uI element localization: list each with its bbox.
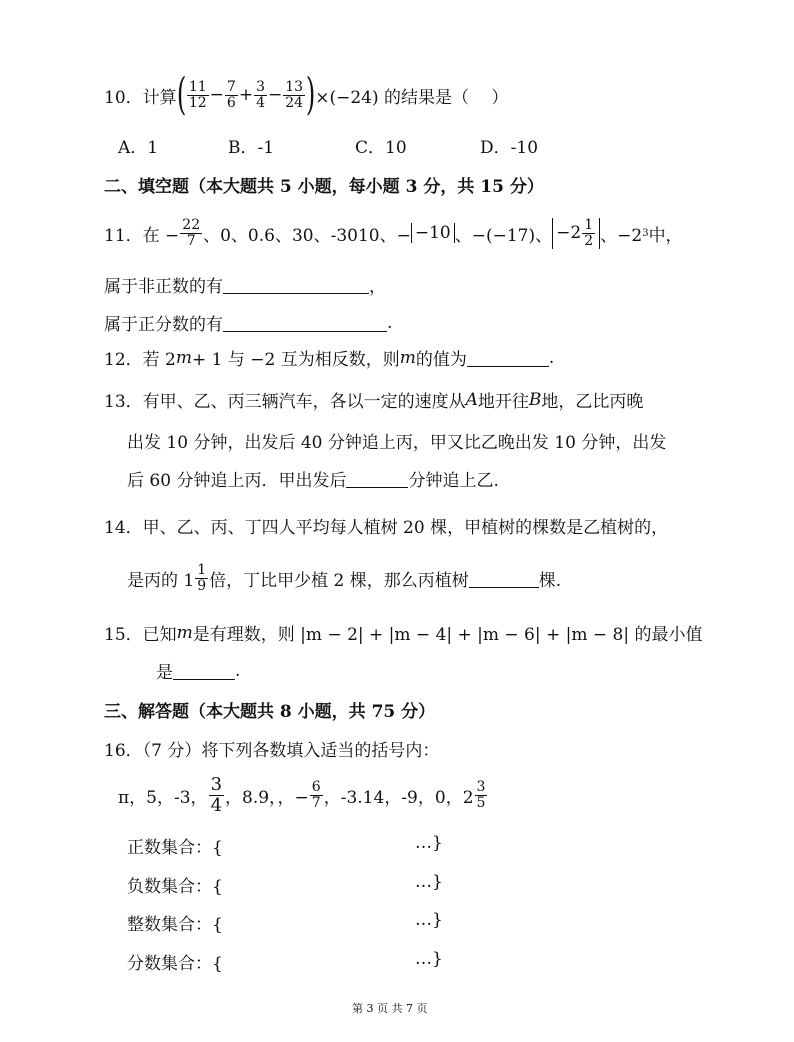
q11-positive-fraction-label: 属于正分数的有 bbox=[104, 315, 223, 335]
set-positive-end: …} bbox=[415, 833, 443, 853]
fraction: $\frac{1}{9}$ bbox=[197, 561, 207, 594]
set-negative-label: 负数集合：{ bbox=[127, 877, 223, 897]
q11-end: 中， bbox=[648, 225, 683, 246]
set-positive-label: 正数集合：{ bbox=[127, 838, 223, 858]
q10-tail: ×(−24) 的结果是（ ） bbox=[315, 87, 509, 108]
left-paren: ( bbox=[176, 69, 186, 120]
fraction: $\frac{7}{6}$ bbox=[226, 78, 236, 111]
set-fraction-label: 分数集合：{ bbox=[127, 954, 223, 974]
q10-option-c: C．10 bbox=[355, 138, 407, 158]
q13-text: 后 60 分钟追上丙．甲出发后 bbox=[127, 471, 347, 491]
q12-text: 12．若 2 bbox=[104, 350, 176, 370]
fraction: $\frac{11}{12}$ bbox=[188, 78, 207, 111]
q15-text: 15．已知 bbox=[104, 625, 177, 645]
number-list: π，5，-3， bbox=[118, 787, 208, 808]
var-m: m bbox=[399, 347, 416, 368]
question-12 bbox=[104, 345, 554, 370]
q11-nonpositive-label: 属于非正数的有 bbox=[104, 277, 223, 297]
fraction: $\frac{22}{7}$ bbox=[182, 216, 201, 249]
question-15-line-2 bbox=[156, 658, 240, 683]
q13-text: 13．有甲、乙、丙三辆汽车，各以一定的速度从 bbox=[104, 392, 466, 412]
question-14-line-2 bbox=[127, 556, 561, 600]
q10-option-d: D．-10 bbox=[480, 138, 539, 158]
q10-option-a: A．1 bbox=[118, 138, 159, 158]
operator: − bbox=[209, 85, 224, 105]
q13-text: 分钟追上乙. bbox=[408, 471, 499, 491]
q13-text: 地开往 bbox=[477, 392, 529, 412]
q12-text: 的值为 bbox=[415, 350, 467, 370]
q11-list: 、0、0.6、30、-3010、− bbox=[203, 225, 411, 246]
number-list: ，-3.14，-9，0，2 bbox=[323, 787, 474, 808]
q11-nonpositive bbox=[104, 272, 386, 297]
question-13-line-2: 出发 10 分钟，出发后 40 分钟追上丙，甲又比乙晚出发 10 分钟，出发 bbox=[127, 433, 667, 453]
answer-blank[interactable] bbox=[467, 348, 549, 367]
q14-text: 是丙的 1 bbox=[127, 570, 195, 591]
question-16-title: 16．（7 分）将下列各数填入适当的括号内： bbox=[104, 741, 440, 761]
fraction: $\frac{3}{4}$ bbox=[256, 78, 265, 111]
q12-text: + 1 与 −2 互为相反数，则 bbox=[191, 350, 400, 370]
set-integer-label: 整数集合：{ bbox=[127, 915, 223, 935]
q11-list-2: 、−(−17)、 bbox=[454, 225, 553, 246]
q13-text: 地，乙比丙晚 bbox=[541, 392, 644, 412]
q15-text: 是有理数，则 |m − 2| + |m − 4| + |m − 6| + |m − 8| 的最小值 bbox=[192, 625, 703, 645]
punct: . bbox=[235, 660, 241, 681]
set-negative-end: …} bbox=[415, 872, 443, 892]
var-m: m bbox=[176, 622, 193, 643]
q10-lead: 10．计算 bbox=[104, 87, 177, 108]
answer-blank[interactable] bbox=[469, 569, 539, 588]
page-footer: 第 3 页 共 7 页 bbox=[352, 1002, 428, 1015]
absolute-value-mixed: −2 $\frac{1}{2}$ bbox=[552, 218, 600, 249]
set-integer-end: …} bbox=[415, 910, 443, 930]
right-paren: ) bbox=[305, 69, 316, 120]
question-10 bbox=[104, 70, 508, 120]
number-list: ，8.9，，− bbox=[225, 787, 309, 808]
answer-blank[interactable] bbox=[346, 469, 408, 488]
punct: . bbox=[548, 347, 555, 368]
answer-blank[interactable] bbox=[223, 275, 369, 294]
fraction: $\frac{13}{24}$ bbox=[285, 78, 304, 111]
question-15-line-1 bbox=[104, 620, 703, 645]
var-m: m bbox=[175, 347, 192, 368]
fraction: $\frac{3}{4}$ bbox=[210, 773, 223, 816]
q10-option-b: B．-1 bbox=[228, 138, 275, 158]
punct: ， bbox=[369, 277, 386, 297]
absolute-value: −10 bbox=[411, 223, 455, 243]
section-3-heading: 三、解答题（本大题共 8 小题，共 75 分） bbox=[104, 702, 436, 722]
place-a: A bbox=[465, 389, 478, 410]
q14-text: 倍，丁比甲少植 2 棵，那么丙植树 bbox=[209, 570, 469, 591]
punct: . bbox=[387, 312, 393, 333]
operator: + bbox=[238, 85, 254, 105]
q15-text: 是 bbox=[156, 663, 173, 683]
q11-list-3: 、−2 bbox=[600, 225, 643, 246]
answer-blank[interactable] bbox=[223, 313, 387, 332]
fraction: $\frac{3}{5}$ bbox=[476, 778, 486, 811]
place-b: B bbox=[528, 389, 542, 410]
question-13-line-1 bbox=[104, 387, 643, 412]
exponent: 3 bbox=[642, 227, 649, 239]
question-14-line-1: 14．甲、乙、丙、丁四人平均每人植树 20 棵，甲植树的棵数是乙植树的， bbox=[104, 518, 669, 538]
fraction: $\frac{6}{7}$ bbox=[311, 778, 321, 811]
question-16-numbers bbox=[118, 770, 488, 820]
question-11 bbox=[104, 210, 683, 256]
set-fraction-end: …} bbox=[415, 949, 443, 969]
section-2-heading: 二、填空题（本大题共 5 小题，每小题 3 分，共 15 分） bbox=[104, 177, 544, 197]
operator: − bbox=[267, 85, 283, 105]
q11-lead: 11．在 − bbox=[104, 225, 180, 246]
q14-text: 棵. bbox=[538, 570, 562, 591]
q11-positive-fraction bbox=[104, 310, 392, 335]
question-13-line-3 bbox=[127, 466, 499, 491]
answer-blank[interactable] bbox=[173, 661, 235, 680]
